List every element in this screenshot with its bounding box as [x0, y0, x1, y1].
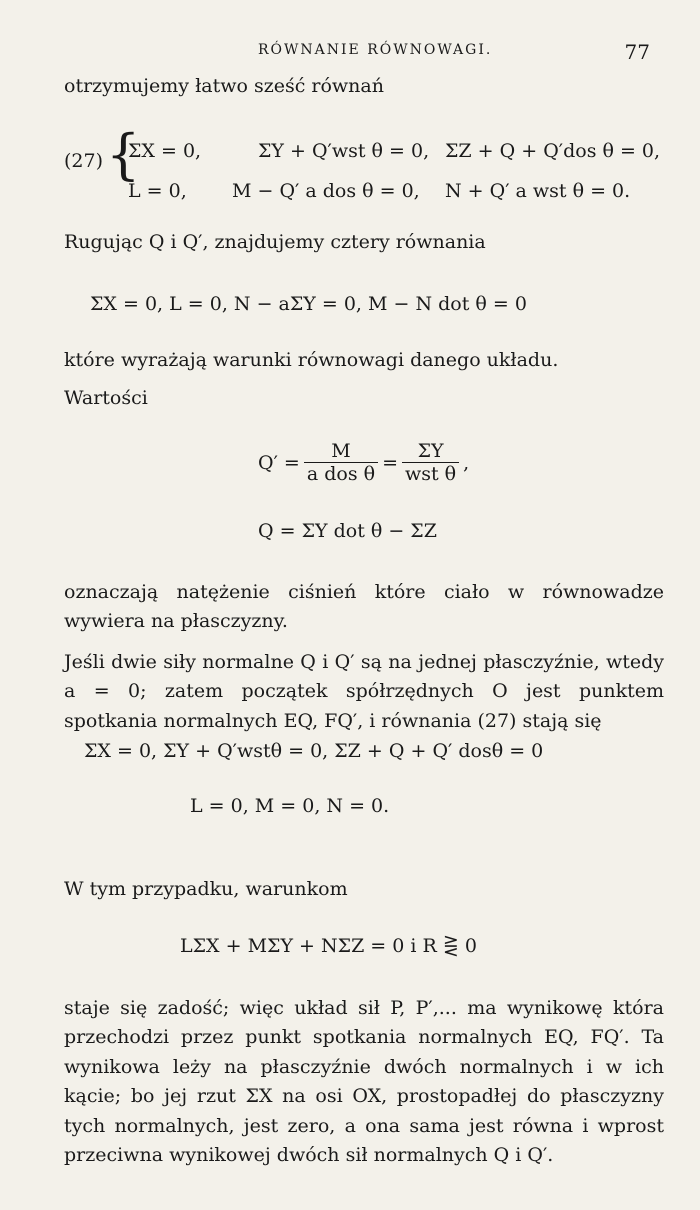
ktore-line: które wyrażają warunki równowagi danego układu.: [64, 349, 559, 371]
four-equations: ΣX = 0, L = 0, N − aΣY = 0, M − N dot θ = 0: [90, 293, 527, 315]
frac1-numerator: M: [304, 440, 378, 463]
fraction-equals: =: [382, 451, 398, 474]
running-header: RÓWNANIE RÓWNOWAGI.: [258, 42, 493, 58]
paragraph-jesli: Jeśli dwie siły normalne Q i Q′ są na jednej płasczyźnie, wtedy a = 0; zatem początek spółrzędnych O jest punktem spotkania normalnych EQ, FQ′, i równania (27) stają się: [64, 651, 664, 732]
fraction-tail: ,: [463, 451, 470, 474]
fraction-m-over-adostheta: [304, 440, 378, 485]
paragraph-oznaczaja: oznaczają natężenie ciśnień które ciało w równowadze wywiera na płasczyzny.: [64, 581, 664, 633]
intro-line: otrzymujemy łatwo sześć równań: [64, 75, 384, 97]
paragraph-staje: staje się zadość; więc układ sił P, P′,... ma wynikowę która przechodzi przez punkt spotkania normalnych EQ, FQ′. Ta wynikowa leży na płasczyźnie dwóch normalnych i w ich kącie; bo jej rzut ΣX na osi OX, prostopadłej do płasczyzny tych normalnych, jest zero, a ona sama jest równa i wprost przeciwna wynikowej dwóch sił normalnych Q i Q′.: [64, 997, 664, 1167]
page-number: 77: [624, 40, 650, 64]
frac1-denominator: a dos θ: [306, 463, 376, 485]
wartosci-line: Wartości: [64, 387, 148, 409]
frac2-denominator: wst θ: [404, 463, 457, 485]
equation-label-27: (27): [64, 150, 104, 172]
rugujac-line: Rugując Q i Q′, znajdujemy cztery równania: [64, 231, 486, 253]
eq27-r1-c: ΣZ + Q + Q′dos θ = 0,: [445, 140, 661, 162]
fraction-sigmay-over-wsttheta: [402, 440, 459, 485]
w-tym-line: W tym przypadku, warunkom: [64, 878, 348, 900]
eq27-r2-c: N + Q′ a wst θ = 0.: [445, 180, 631, 202]
frac2-numerator: ΣY: [402, 440, 459, 463]
qprime-lhs: Q′ =: [258, 451, 300, 474]
equation-row-4: L = 0, M = 0, N = 0.: [190, 795, 390, 817]
condition-equation: LΣX + MΣY + NΣZ = 0 i R ⋛ 0: [180, 935, 477, 957]
curly-brace: {: [106, 123, 141, 186]
qprime-equation: [258, 440, 469, 485]
eq27-r2-b: M − Q′ a dos θ = 0,: [232, 180, 420, 202]
eq27-r1-a: ΣX = 0,: [128, 140, 202, 162]
eq27-r1-b: ΣY + Q′wst θ = 0,: [258, 140, 430, 162]
q-equation: Q = ΣY dot θ − ΣZ: [258, 520, 437, 542]
eq27-r2-a: L = 0,: [128, 180, 187, 202]
equation-row-3: ΣX = 0, ΣY + Q′wstθ = 0, ΣZ + Q + Q′ dosθ = 0: [84, 740, 544, 762]
